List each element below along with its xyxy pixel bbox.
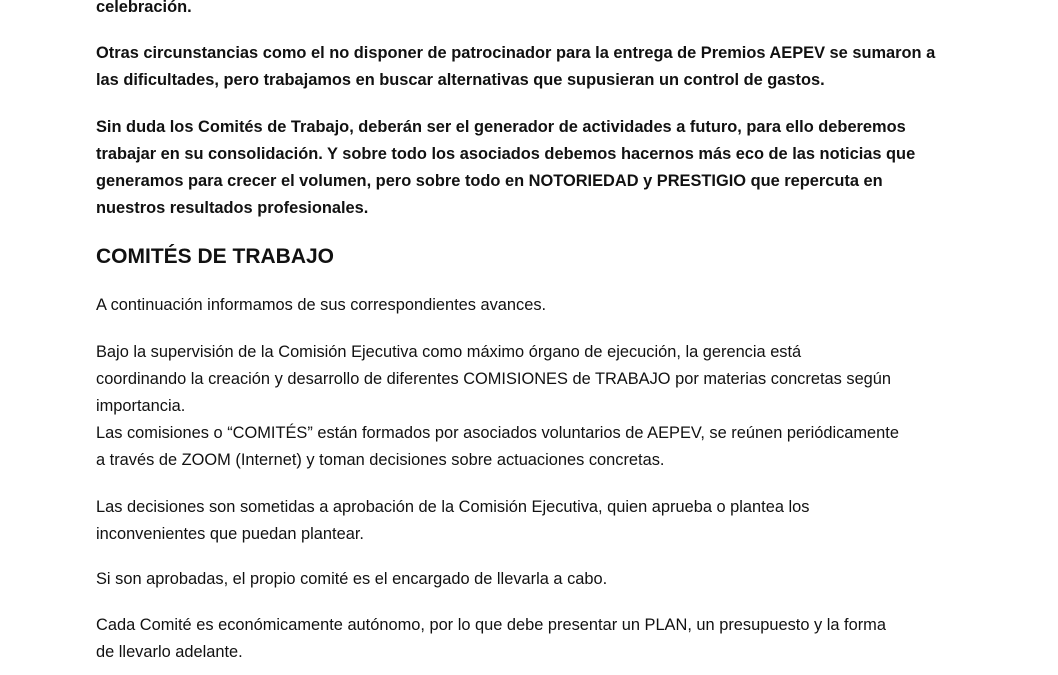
paragraph-decisiones: Las decisiones son sometidas a aprobación de la Comisión Ejecutiva, quien aprueba o plantea los inconvenientes que puedan plantear. — [96, 498, 810, 543]
paragraph-avances: A continuación informamos de sus correspondientes avances. — [96, 296, 547, 314]
paragraph-aprobadas: Si son aprobadas, el propio comité es el encargado de llevarla a cabo. — [96, 570, 608, 588]
section-heading: COMITÉS DE TRABAJO — [96, 245, 335, 268]
paragraph-celebracion: celebración. — [96, 0, 192, 16]
paragraph-supervision: Bajo la supervisión de la Comisión Ejecutiva como máximo órgano de ejecución, la gerencia está coordinando la creación y desarrollo de diferentes COMISIONES de TRABAJO por materias concretas según importancia. Las comisiones o “COMITÉS” están formados por asociados voluntarios de AEPEV, se reúnen periódicamente a través de ZOOM (Internet) y toman decisiones sobre actuaciones concretas. — [96, 343, 899, 469]
paragraph-patrocinador: Otras circunstancias como el no disponer de patrocinador para la entrega de Premios AEPEV se sumaron a las dificultades, pero trabajamos en buscar alternativas que supusieran un control de gastos. — [96, 44, 936, 89]
paragraph-autonomo: Cada Comité es económicamente autónomo, por lo que debe presentar un PLAN, un presupuesto y la forma de llevarlo adelante. — [96, 616, 886, 661]
paragraph-comites-futuro: Sin duda los Comités de Trabajo, deberán ser el generador de actividades a futuro, para ello deberemos trabajar en su consolidación. Y sobre todo los asociados debemos hacernos más eco de las noticias que generamos para crecer el volumen, pero sobre todo en NOTORIEDAD y PRESTIGIO que repercuta en nuestros resultados profesionales. — [96, 118, 916, 217]
